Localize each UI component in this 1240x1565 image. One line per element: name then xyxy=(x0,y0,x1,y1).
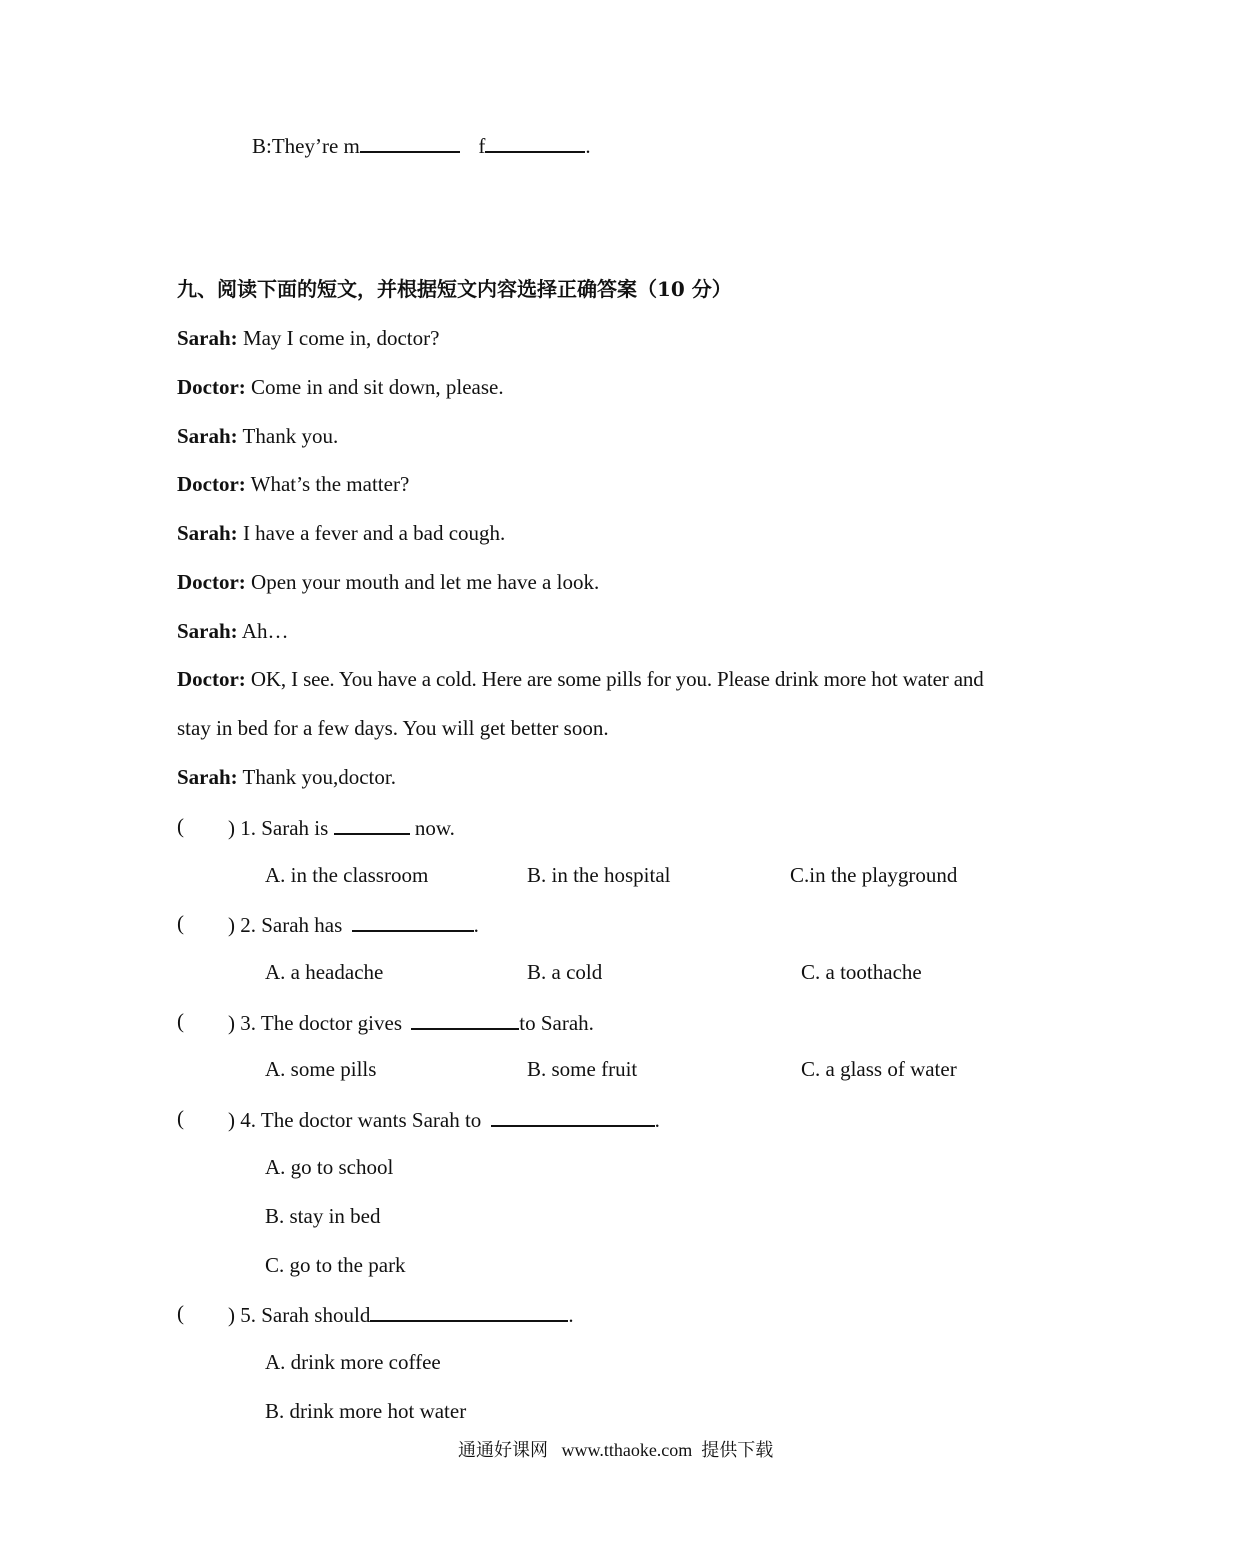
speaker: Doctor: xyxy=(177,570,246,594)
dialogue-line xyxy=(177,423,338,449)
option-a: A. some pills xyxy=(265,1057,377,1081)
option-c: C. a glass of water xyxy=(801,1057,957,1081)
option-b: B. some fruit xyxy=(527,1057,638,1081)
line-prefix: B:They’re m xyxy=(252,134,360,158)
answer-blank xyxy=(352,910,474,932)
dialogue-line xyxy=(177,764,396,790)
speaker: Sarah: xyxy=(177,765,238,789)
section-heading: 九、阅读下面的短文，并根据短文内容选择正确答案（10 分） xyxy=(177,277,732,301)
dialogue-line xyxy=(177,520,505,546)
question-after: to Sarah. xyxy=(519,1011,594,1035)
option-a: A. a headache xyxy=(265,960,384,984)
question-paren: ( xyxy=(177,1106,184,1130)
speaker: Sarah: xyxy=(177,619,238,643)
question-paren: ( xyxy=(177,1301,184,1325)
question-stem xyxy=(228,813,455,841)
question-stem xyxy=(228,1008,594,1036)
utterance: Open your mouth and let me have a look. xyxy=(245,570,600,594)
question-paren: ( xyxy=(177,1009,184,1033)
question-stem xyxy=(228,910,479,938)
speaker: Sarah: xyxy=(177,326,238,350)
page-footer: 通通好课网 www.tthaoke.com 提供下载 xyxy=(458,1440,774,1460)
utterance: I have a fever and a bad cough. xyxy=(237,521,506,545)
option-c: C. go to the park xyxy=(265,1253,406,1277)
dialogue-line xyxy=(177,618,288,644)
line-end: . xyxy=(585,134,591,158)
option-c: C.in the playground xyxy=(790,863,958,887)
question-text: ) 3. The doctor gives xyxy=(228,1011,402,1035)
question-stem xyxy=(228,1300,574,1328)
question-text: ) 4. The doctor wants Sarah to xyxy=(228,1108,482,1132)
option-b: B. in the hospital xyxy=(527,863,671,887)
speaker: Doctor: xyxy=(177,472,246,496)
speaker: Doctor: xyxy=(177,375,246,399)
answer-blank xyxy=(334,813,410,835)
answer-blank xyxy=(485,131,585,153)
speaker: Doctor: xyxy=(177,667,246,691)
dialogue-continuation: stay in bed for a few days. You will get better soon. xyxy=(177,716,609,740)
speaker: Sarah: xyxy=(177,521,238,545)
utterance: Thank you. xyxy=(237,424,339,448)
question-text: ) 5. Sarah should xyxy=(228,1303,371,1327)
fill-in-line xyxy=(252,131,591,159)
answer-blank xyxy=(411,1008,519,1030)
question-paren: ( xyxy=(177,911,184,935)
dialogue-line xyxy=(177,374,504,400)
answer-blank xyxy=(370,1300,568,1322)
question-after: . xyxy=(473,913,479,937)
utterance: Thank you,doctor. xyxy=(237,765,396,789)
speaker: Sarah: xyxy=(177,424,238,448)
utterance: Ah… xyxy=(237,619,289,643)
question-after: . xyxy=(568,1303,574,1327)
utterance: What’s the matter? xyxy=(245,472,410,496)
dialogue-line xyxy=(177,325,439,351)
question-after: . xyxy=(654,1108,660,1132)
question-paren: ( xyxy=(177,814,184,838)
option-c: C. a toothache xyxy=(801,960,922,984)
dialogue-line xyxy=(177,569,599,595)
option-b: B. a cold xyxy=(527,960,603,984)
option-a: A. go to school xyxy=(265,1155,394,1179)
answer-blank xyxy=(360,131,460,153)
utterance: Come in and sit down, please. xyxy=(245,375,504,399)
question-text: ) 1. Sarah is xyxy=(228,816,329,840)
utterance: OK, I see. You have a cold. Here are some pills for you. Please drink more hot water and xyxy=(245,667,984,691)
option-a: A. drink more coffee xyxy=(265,1350,441,1374)
question-text: ) 2. Sarah has xyxy=(228,913,343,937)
dialogue-line xyxy=(177,666,984,692)
answer-blank xyxy=(491,1105,655,1127)
option-b: B. drink more hot water xyxy=(265,1399,467,1423)
option-b: B. stay in bed xyxy=(265,1204,381,1228)
option-a: A. in the classroom xyxy=(265,863,429,887)
utterance: May I come in, doctor? xyxy=(237,326,440,350)
question-stem xyxy=(228,1105,660,1133)
line-mid: f xyxy=(478,134,486,158)
dialogue-line xyxy=(177,471,409,497)
question-after: now. xyxy=(414,816,455,840)
